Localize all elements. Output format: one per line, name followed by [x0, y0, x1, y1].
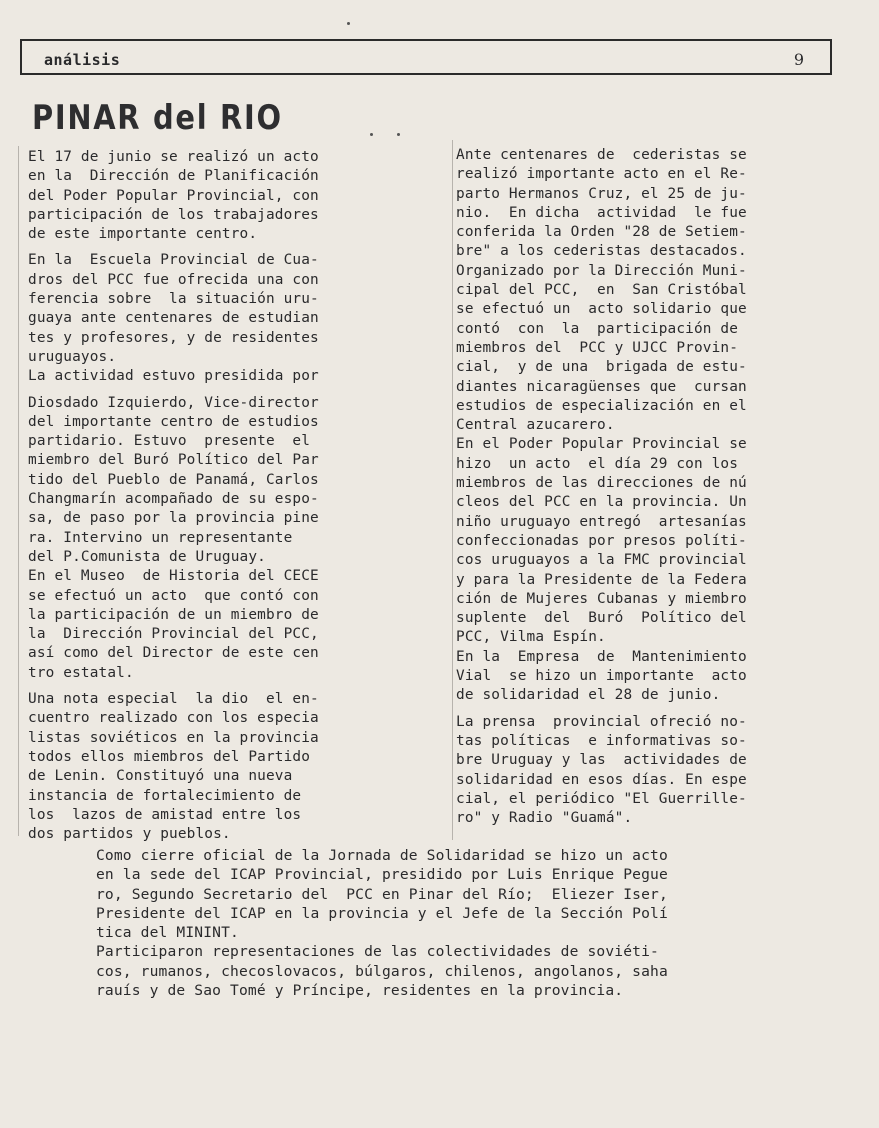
- right-column-line: Vial se hizo un importante acto: [456, 668, 747, 685]
- right-column-line: cial, y de una brigada de estu-: [456, 359, 747, 376]
- right-column-line: se efectuó un acto solidario que: [456, 301, 747, 318]
- right-column-line: diantes nicaragüenses que cursan: [456, 378, 747, 395]
- right-column-line: Central azucarero.: [456, 417, 615, 434]
- closing-line: cos, rumanos, checoslovacos, búlgaros, chilenos, angolanos, saha: [96, 962, 668, 980]
- right-column-line: confeccionadas por presos políti-: [456, 532, 747, 549]
- paragraph-gap: [28, 683, 396, 690]
- left-column-line: dos partidos y pueblos.: [28, 826, 231, 843]
- right-column-line: cos uruguayos a la FMC provincial: [456, 552, 747, 569]
- closing-line: rauís y de Sao Tomé y Príncipe, residentes en la provincia.: [96, 982, 624, 1000]
- closing-line: Presidente del ICAP en la provincia y el Jefe de la Sección Polí: [96, 904, 668, 922]
- right-column-line: realizó importante acto en el Re-: [456, 166, 747, 183]
- left-column-line: los lazos de amistad entre los: [28, 806, 302, 823]
- left-column-line: tes y profesores, y de residentes: [28, 329, 319, 346]
- right-column-line: tas políticas e informativas so-: [456, 732, 747, 749]
- right-column-line: La prensa provincial ofreció no-: [456, 713, 747, 730]
- left-column-line: del P.Comunista de Uruguay.: [28, 548, 266, 565]
- closing-line: ro, Segundo Secretario del PCC en Pinar del Río; Eliezer Iser,: [96, 885, 668, 903]
- left-column-line: Una nota especial la dio el en-: [28, 691, 319, 708]
- right-column-line: miembros del PCC y UJCC Provin-: [456, 339, 739, 356]
- left-column-line: partidario. Estuvo presente el: [28, 433, 311, 450]
- right-column-line: Ante centenares de cederistas se: [456, 147, 747, 163]
- article-title: PINAR del RIO: [32, 98, 283, 138]
- left-column-line: así como del Director de este cen: [28, 645, 319, 662]
- left-column-line: uruguayos.: [28, 348, 117, 365]
- paragraph-gap: [456, 706, 852, 713]
- left-column-line: de Lenin. Constituyó una nueva: [28, 768, 293, 785]
- left-column-line: miembro del Buró Político del Par: [28, 452, 319, 469]
- closing-line: en la sede del ICAP Provincial, presidido por Luis Enrique Pegue: [96, 866, 668, 884]
- right-column-line: Organizado por la Dirección Muni-: [456, 262, 747, 279]
- left-column-line: La actividad estuvo presidida por: [28, 368, 319, 385]
- column-divider: [452, 140, 453, 840]
- left-column-line: Diosdado Izquierdo, Vice-director: [28, 394, 319, 411]
- paper-speck: [370, 133, 373, 136]
- left-column-line: del Poder Popular Provincial, con: [28, 187, 319, 204]
- closing-line: Participaron representaciones de las colectividades de soviéti-: [96, 943, 659, 961]
- paper-speck: [397, 133, 400, 136]
- closing-line: Como cierre oficial de la Jornada de Solidaridad se hizo un acto: [96, 847, 668, 864]
- right-column-line: cipal del PCC, en San Cristóbal: [456, 282, 747, 299]
- left-margin-rule: [18, 146, 19, 836]
- left-column-line: de este importante centro.: [28, 226, 258, 243]
- right-column-line: miembros de las direcciones de nú: [456, 475, 747, 492]
- left-column-line: ra. Intervino un representante: [28, 529, 293, 546]
- left-column-line: tro estatal.: [28, 664, 134, 681]
- left-column-line: se efectuó un acto que contó con: [28, 587, 319, 604]
- page-number: 9: [793, 50, 804, 69]
- right-column-line: de solidaridad el 28 de junio.: [456, 687, 721, 704]
- left-column-line: la Dirección Provincial del PCC,: [28, 626, 319, 643]
- right-column-line: y para la Presidente de la Federa: [456, 571, 747, 588]
- right-column-line: niño uruguayo entregó artesanías: [456, 513, 747, 530]
- right-column-line: suplente del Buró Político del: [456, 610, 747, 627]
- right-column: [456, 146, 852, 828]
- left-column-line: del importante centro de estudios: [28, 413, 319, 430]
- right-column-line: PCC, Vilma Espín.: [456, 629, 606, 646]
- right-column-line: estudios de especialización en el: [456, 397, 747, 414]
- left-column-line: listas soviéticos en la provincia: [28, 729, 319, 746]
- right-column-line: bre" a los cederistas destacados.: [456, 243, 747, 260]
- left-column-line: tido del Pueblo de Panamá, Carlos: [28, 471, 319, 488]
- left-column-line: En la Escuela Provincial de Cua-: [28, 252, 319, 269]
- right-column-line: En la Empresa de Mantenimiento: [456, 648, 747, 665]
- right-column-line: hizo un acto el día 29 con los: [456, 455, 739, 472]
- left-column-line: la participación de un miembro de: [28, 606, 319, 623]
- right-column-line: ción de Mujeres Cubanas y miembro: [456, 590, 747, 607]
- left-column-line: El 17 de junio se realizó un acto: [28, 149, 319, 165]
- closing-paragraph: [96, 846, 856, 1000]
- left-column-line: participación de los trabajadores: [28, 206, 319, 223]
- left-column-line: instancia de fortalecimiento de: [28, 787, 302, 804]
- right-column-line: cleos del PCC en la provincia. Un: [456, 494, 747, 511]
- closing-line: tica del MININT.: [96, 924, 239, 942]
- paragraph-gap: [28, 387, 396, 394]
- left-column-line: cuentro realizado con los especia: [28, 710, 319, 727]
- right-column-line: conferida la Orden "28 de Setiem-: [456, 224, 747, 241]
- section-label: análisis: [44, 51, 121, 69]
- right-column-line: En el Poder Popular Provincial se: [456, 436, 747, 453]
- left-column-line: ferencia sobre la situación uru-: [28, 291, 319, 308]
- right-column-line: bre Uruguay y las actividades de: [456, 752, 747, 769]
- left-column-line: guaya ante centenares de estudian: [28, 310, 319, 327]
- right-column-line: ro" y Radio "Guamá".: [456, 810, 633, 827]
- right-column-line: solidaridad en esos días. En espe: [456, 771, 747, 788]
- left-column-line: en la Dirección de Planificación: [28, 168, 319, 185]
- right-column-line: parto Hermanos Cruz, el 25 de ju-: [456, 185, 747, 202]
- left-column-line: dros del PCC fue ofrecida una con: [28, 271, 319, 288]
- left-column-line: Changmarín acompañado de su espo-: [28, 491, 319, 508]
- paper-speck: [347, 22, 350, 25]
- right-column-line: nio. En dicha actividad le fue: [456, 204, 747, 221]
- left-column-line: En el Museo de Historia del CECE: [28, 568, 319, 585]
- left-column: [28, 148, 396, 844]
- left-column-line: sa, de paso por la provincia pine: [28, 510, 319, 527]
- right-column-line: cial, el periódico "El Guerrille-: [456, 790, 747, 807]
- paragraph-gap: [28, 244, 396, 251]
- left-column-line: todos ellos miembros del Partido: [28, 748, 311, 765]
- right-column-line: contó con la participación de: [456, 320, 739, 337]
- section-header: [20, 39, 832, 75]
